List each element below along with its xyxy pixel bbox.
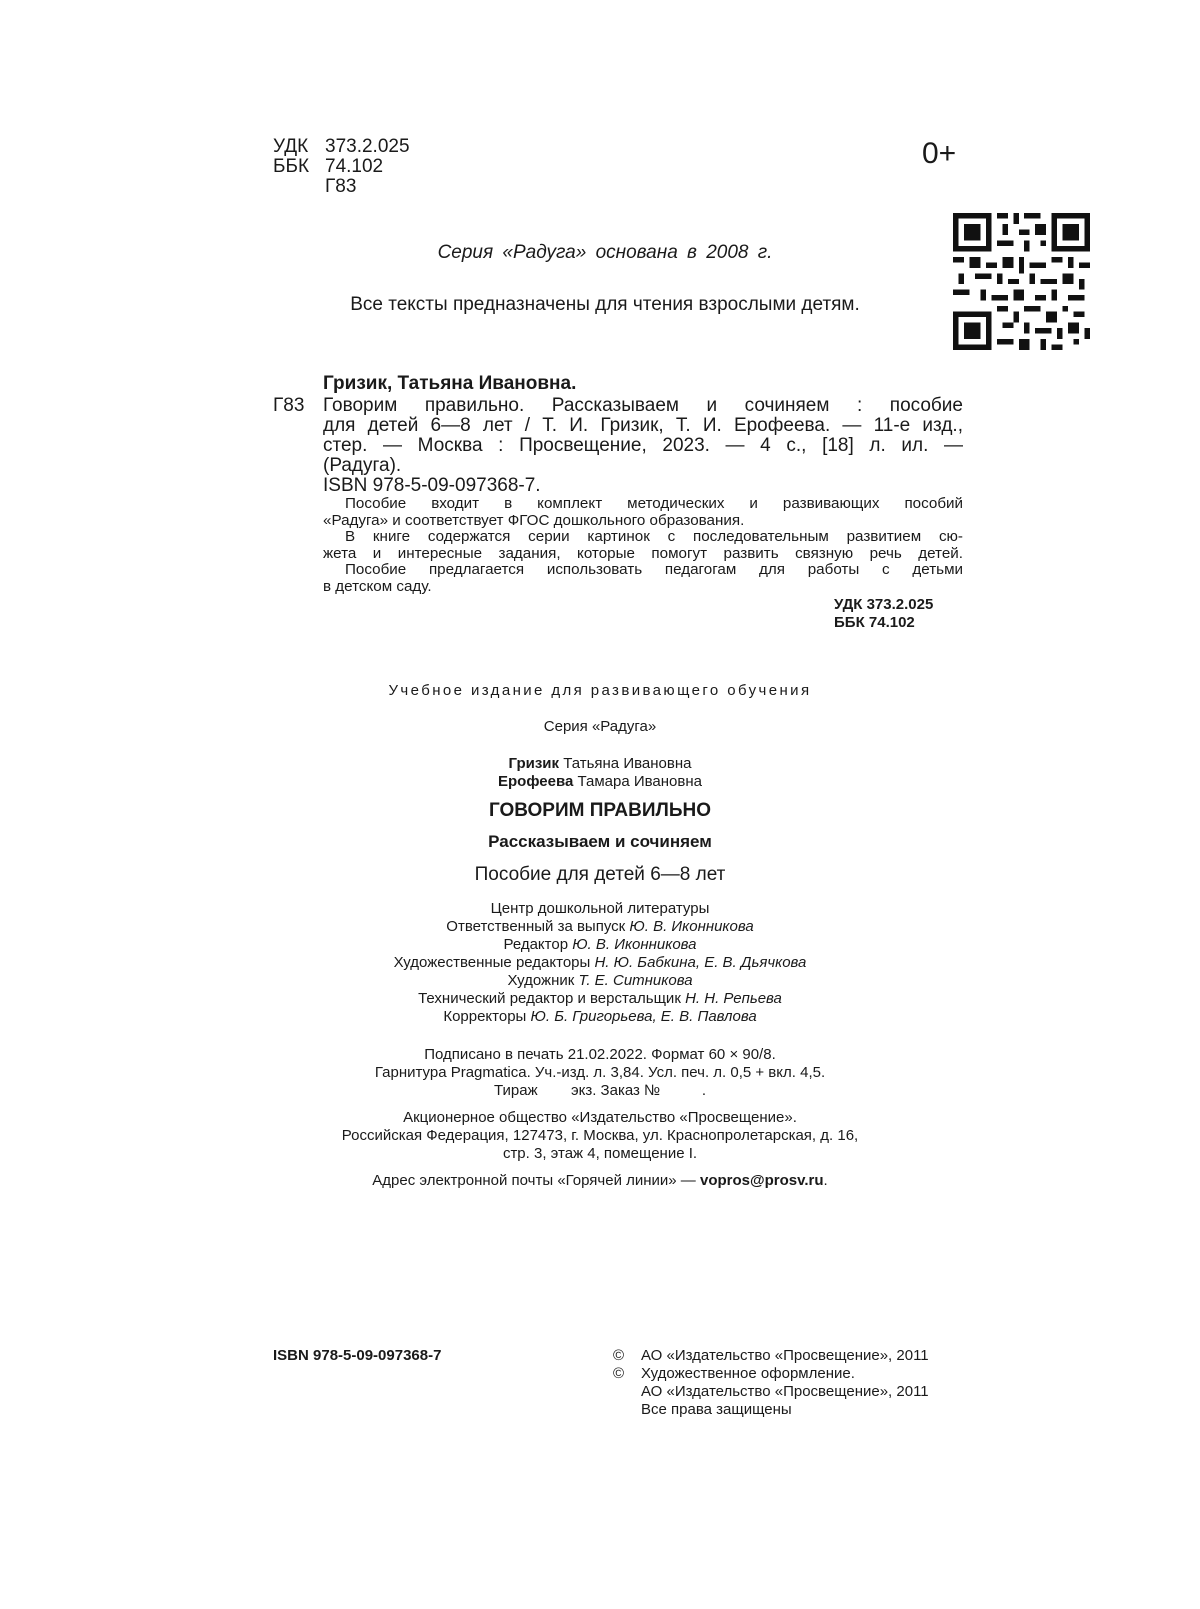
credit-row [260, 1008, 940, 1026]
udk-label: УДК [273, 136, 309, 157]
imprint-title: ГОВОРИМ ПРАВИЛЬНО [488, 800, 711, 821]
series-note: Серия «Радуга» основана в 2008 г. [437, 242, 773, 263]
bib-description-line: (Радуга). [323, 455, 402, 476]
bib-description [323, 396, 963, 496]
bib-annotation [323, 496, 963, 595]
copyright-symbol: © [613, 1347, 625, 1364]
copyright-line: Художественное оформление. [641, 1365, 855, 1382]
bbk-value: 74.102 [325, 156, 384, 177]
publisher-line: Акционерное общество «Издательство «Просвещение». [403, 1109, 797, 1126]
copyright-line: АО «Издательство «Просвещение», 2011 [641, 1347, 929, 1364]
bib-description-line: для детей 6—8 лет / Т. И. Гризик, Т. И. Ерофеева. — 11-е изд., [323, 415, 963, 436]
email-prefix: Адрес электронной почты «Горячей линии» — [372, 1172, 700, 1189]
credit-name: Ю. В. Иконникова [629, 918, 754, 935]
credit-role: Редактор [503, 936, 569, 953]
bib-sign: Г83 [273, 395, 305, 416]
imprint-center: Центр дошкольной литературы [490, 900, 710, 917]
publisher-line: стр. 3, этаж 4, помещение I. [502, 1145, 698, 1162]
hotline-email [260, 1172, 940, 1190]
author-2-surname: Ерофеева [498, 773, 574, 790]
copyright-symbol: © [613, 1365, 625, 1382]
qr-code-icon [953, 213, 1090, 350]
credit-row [260, 936, 940, 954]
author-sign-row [273, 177, 410, 197]
credit-row [260, 954, 940, 972]
author-1-surname: Гризик [508, 755, 560, 772]
annotation-line: «Радуга» и соответствует ФГОС дошкольного образования. [323, 511, 745, 529]
annotation-line: Пособие входит в комплект методических и развивающих пособий [345, 495, 963, 512]
imprint-author-2 [260, 773, 940, 791]
credit-role: Ответственный за выпуск [446, 918, 626, 935]
bib-udk: УДК 373.2.025 [834, 596, 934, 613]
email-suffix: . [823, 1172, 828, 1189]
copyright-block [613, 1347, 929, 1419]
credit-role: Технический редактор и верстальщик [418, 990, 681, 1007]
bib-isbn: ISBN 978-5-09-097368-7. [323, 475, 541, 496]
copyright-row [613, 1365, 929, 1383]
credit-row [260, 990, 940, 1008]
credit-row [260, 918, 940, 936]
bbk-label: ББК [273, 156, 310, 177]
email-link[interactable]: vopros@prosv.ru [699, 1172, 824, 1189]
credit-role: Корректоры [443, 1008, 527, 1025]
print-details [260, 1046, 940, 1100]
imprint-subtitle: Рассказываем и сочиняем [488, 832, 712, 851]
bbk-row [273, 157, 410, 177]
print-line: Гарнитура Pragmatica. Уч.-изд. л. 3,84. Усл. печ. л. 0,5 + вкл. 4,5. [374, 1064, 826, 1081]
publisher-line: Российская Федерация, 127473, г. Москва, ул. Краснопролетарская, д. 16, [341, 1127, 859, 1144]
author-2-name: Тамара Ивановна [577, 773, 702, 790]
credit-name: Ю. В. Иконникова [572, 936, 697, 953]
author-sign: Г83 [325, 176, 357, 197]
publisher-details [260, 1109, 940, 1163]
annotation-line: в детском саду. [323, 577, 432, 595]
bib-bbk: ББК 74.102 [834, 614, 915, 631]
author-heading: Гризик, Татьяна Ивановна. [323, 373, 577, 394]
imprint-author-1 [260, 755, 940, 773]
credits-list [260, 918, 940, 1026]
annotation-line: жета и интересные задания, которые помогут развить связную речь детей. [323, 544, 963, 562]
annotation-line: Пособие предлагается использовать педагогам для работы с детьми [345, 561, 963, 578]
age-rating: 0+ [922, 137, 957, 170]
copyright-line: АО «Издательство «Просвещение», 2011 [641, 1383, 929, 1400]
bib-description-line: Говорим правильно. Рассказываем и сочиняем : пособие [323, 395, 963, 416]
credit-name: Ю. Б. Григорьева, Е. В. Павлова [530, 1008, 757, 1025]
credit-role: Художественные редакторы [393, 954, 591, 971]
credit-name: Н. Н. Репьева [685, 990, 782, 1007]
copyright-row [613, 1347, 929, 1365]
copyright-line: Все права защищены [641, 1401, 792, 1418]
footer-isbn: ISBN 978-5-09-097368-7 [273, 1347, 442, 1364]
author-1-name: Татьяна Ивановна [563, 755, 692, 772]
edition-type: Учебное издание для развивающего обучения [388, 682, 812, 699]
credit-name: Н. Ю. Бабкина, Е. В. Дьячкова [594, 954, 807, 971]
print-line: Подписано в печать 21.02.2022. Формат 60 × 90/8. [424, 1046, 776, 1063]
imprint-audience: Пособие для детей 6—8 лет [474, 864, 726, 885]
classification-block [273, 137, 410, 197]
udk-value: 373.2.025 [325, 136, 410, 157]
credit-role: Художник [507, 972, 575, 989]
udk-row [273, 137, 410, 157]
print-line: Тираж экз. Заказ № . [494, 1082, 706, 1099]
imprint-series: Серия «Радуга» [543, 718, 657, 735]
credit-name: Т. Е. Ситникова [578, 972, 693, 989]
credit-row [260, 972, 940, 990]
annotation-line: В книге содержатся серии картинок с последовательным развитием сю- [345, 528, 963, 545]
reading-note: Все тексты предназначены для чтения взрослыми детям. [350, 294, 860, 315]
bib-description-line: стер. — Москва : Просвещение, 2023. — 4 с., [18] л. ил. — [323, 435, 963, 456]
